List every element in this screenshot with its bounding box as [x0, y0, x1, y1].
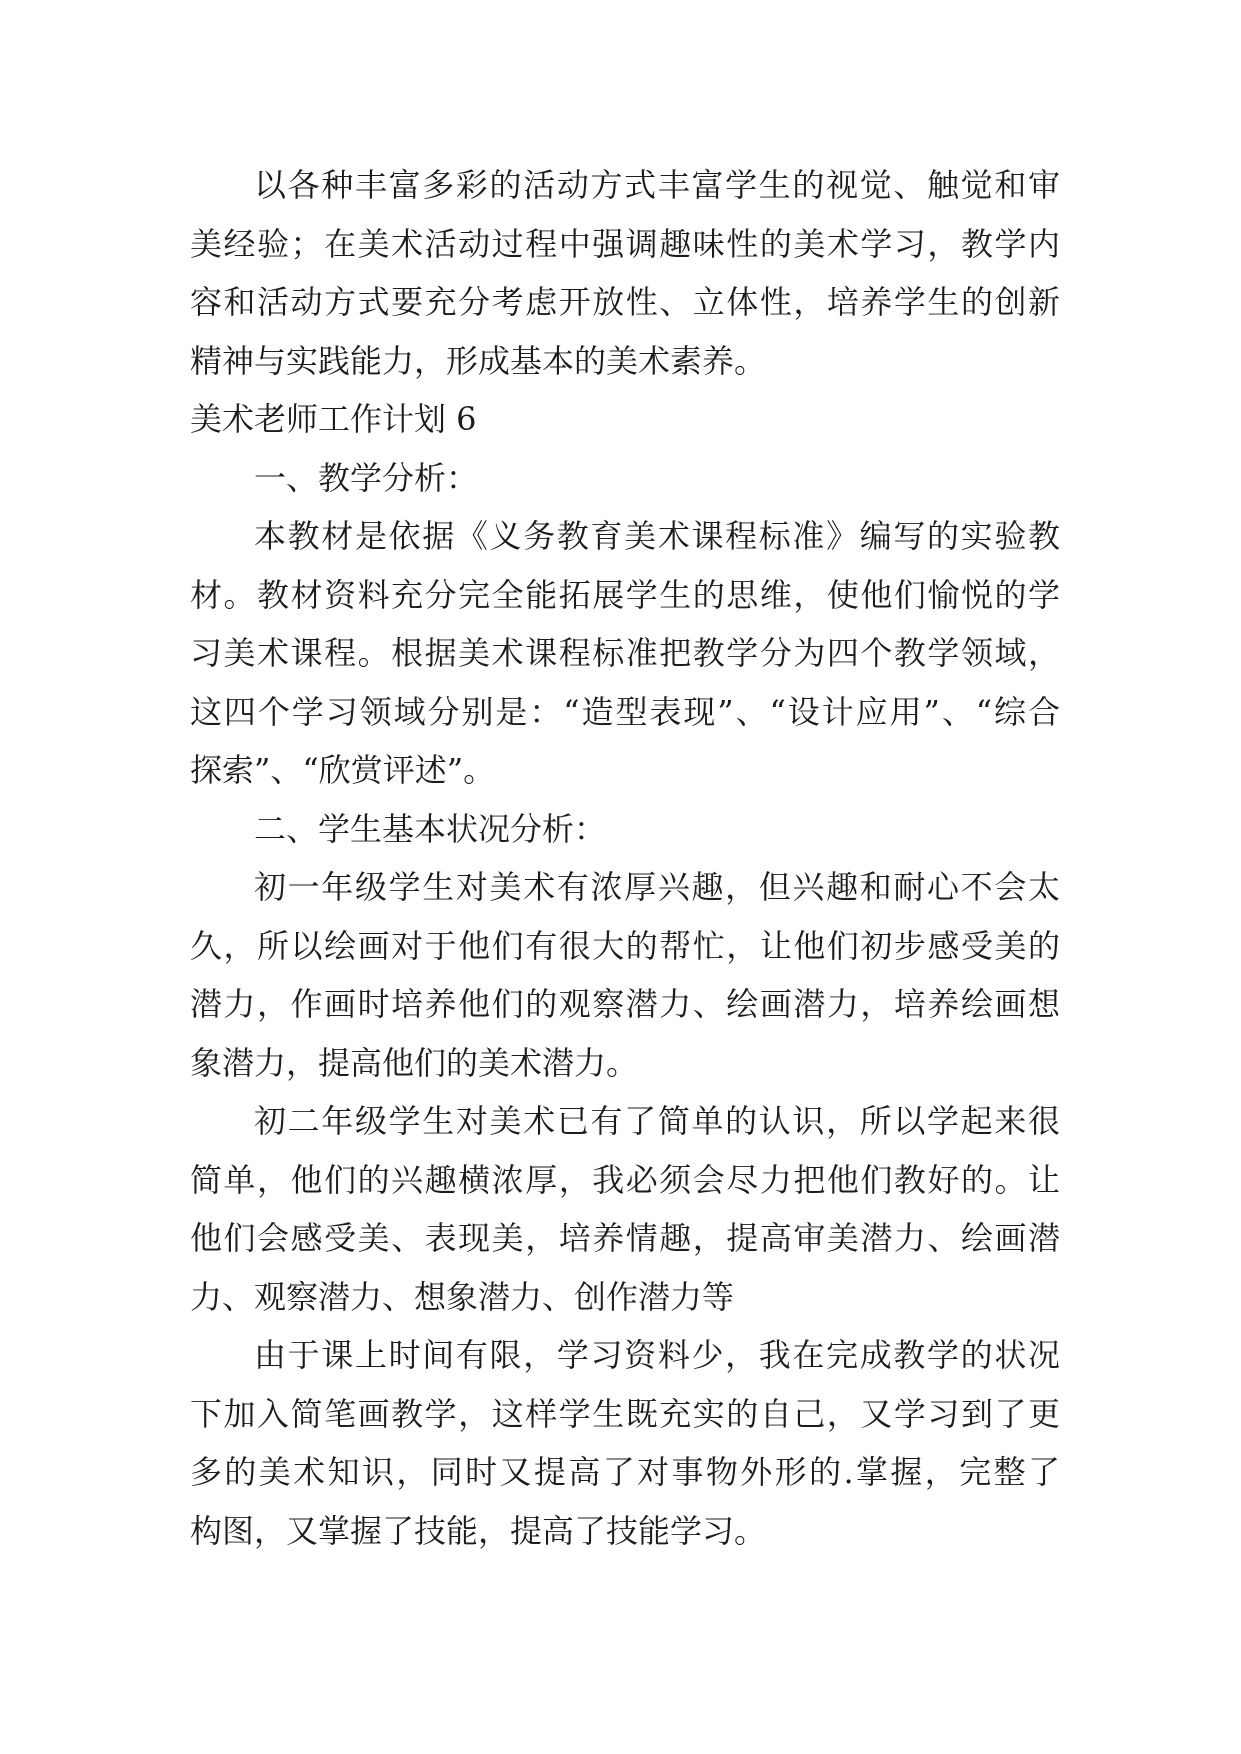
paragraph: [190, 507, 1060, 800]
paragraph-line: 他们会感受美、表现美，培养情趣，提高审美潜力、绘画潜: [190, 1219, 1060, 1257]
paragraph-line: 多的美术知识，同时又提高了对事物外形的.掌握，完整了: [190, 1453, 1060, 1491]
paragraph-line: 简单，他们的兴趣横浓厚，我必须会尽力把他们教好的。让: [190, 1160, 1060, 1199]
paragraph-line: 力、观察潜力、想象潜力、创作潜力等: [190, 1277, 735, 1316]
paragraph-line: 由于课上时间有限，学习资料少，我在完成教学的状况: [254, 1336, 1060, 1374]
subheading-text: 二、学生基本状况分析：: [254, 809, 607, 848]
paragraph-line: 潜力，作画时培养他们的观察潜力、绘画潜力，培养绘画想: [190, 985, 1060, 1023]
paragraph: [190, 858, 1060, 1092]
paragraph: [190, 1326, 1060, 1560]
section-title-text: 美术老师工作计划 6: [190, 400, 477, 438]
paragraph: [190, 156, 1060, 390]
document-body: [190, 156, 1060, 1560]
paragraph: [190, 1092, 1060, 1326]
paragraph-line: 精神与实践能力，形成基本的美术素养。: [190, 341, 767, 380]
paragraph-line: 久，所以绘画对于他们有很大的帮忙，让他们初步感受美的: [190, 926, 1060, 965]
paragraph-line: 下加入简笔画教学，这样学生既充实的自己，又学习到了更: [190, 1394, 1060, 1433]
section-title: [190, 390, 1060, 449]
subheading: [190, 800, 1060, 859]
paragraph-line: 以各种丰富多彩的活动方式丰富学生的视觉、触觉和审: [254, 166, 1060, 204]
paragraph-line: 容和活动方式要充分考虑开放性、立体性，培养学生的创新: [190, 283, 1060, 321]
paragraph-line: 构图，又掌握了技能，提高了技能学习。: [190, 1511, 767, 1550]
paragraph-line: 象潜力，提高他们的美术潜力。: [190, 1043, 639, 1082]
subheading: [190, 449, 1060, 508]
paragraph-line: 探索”、“欣赏评述”。: [190, 751, 496, 789]
paragraph-line: 材。教材资料充分完全能拓展学生的思维，使他们愉悦的学: [190, 575, 1060, 614]
paragraph-line: 初一年级学生对美术有浓厚兴趣，但兴趣和耐心不会太: [254, 868, 1060, 906]
paragraph-line: 本教材是依据《义务教育美术课程标准》编写的实验教: [254, 517, 1060, 555]
paragraph-line: 习美术课程。根据美术课程标准把教学分为四个教学领域，: [190, 634, 1060, 672]
paragraph-line: 这四个学习领域分别是：“造型表现”、“设计应用”、“综合: [190, 692, 1060, 731]
paragraph-line: 美经验；在美术活动过程中强调趣味性的美术学习，教学内: [190, 224, 1060, 263]
paragraph-line: 初二年级学生对美术已有了简单的认识，所以学起来很: [254, 1102, 1060, 1140]
subheading-text: 一、教学分析：: [254, 458, 479, 497]
